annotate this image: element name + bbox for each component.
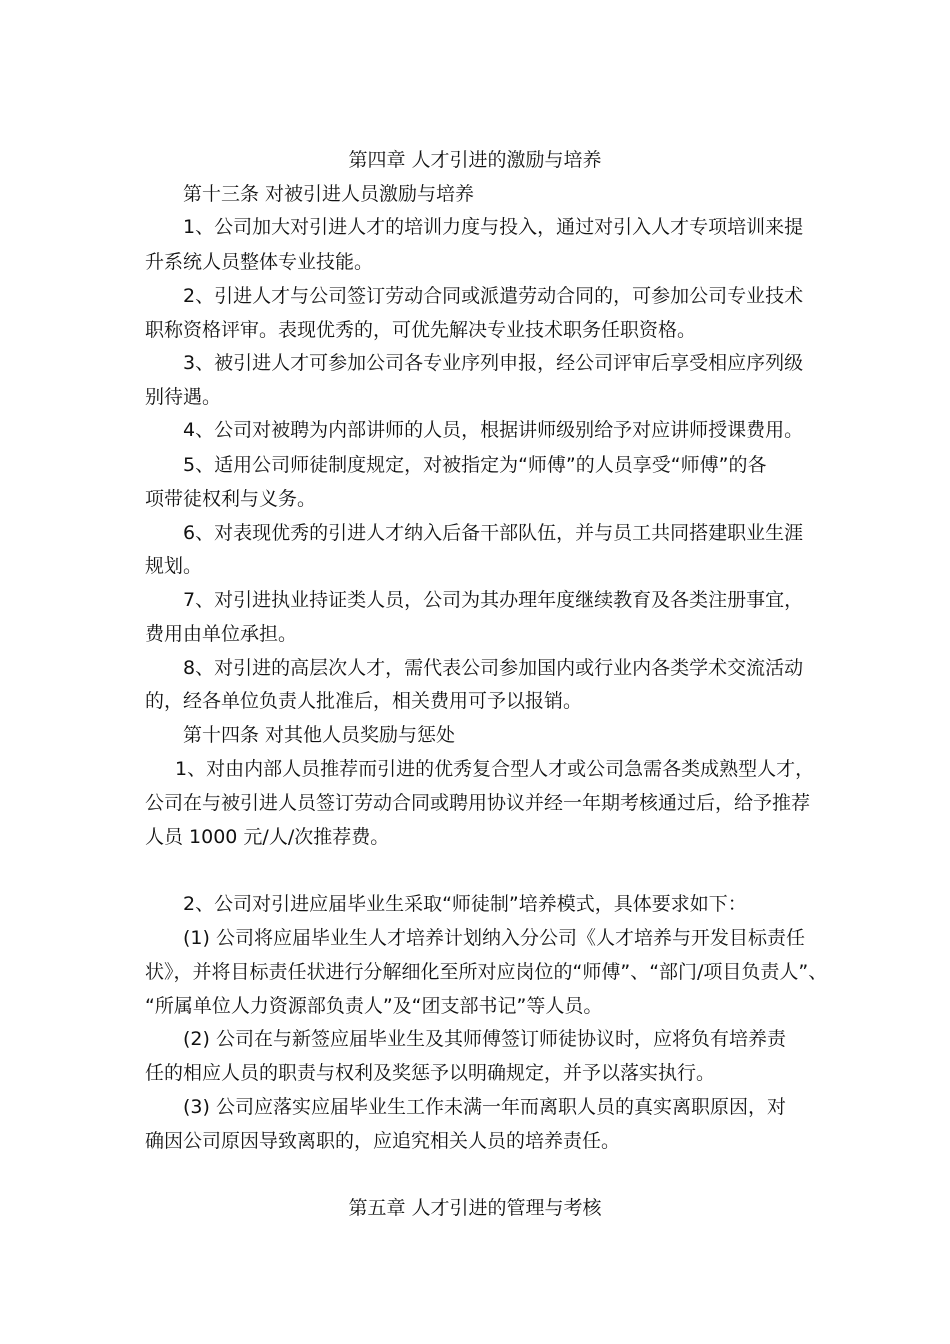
a13-item1-line1: 1、公司加大对引进人才的培训力度与投入，通过对引入人才专项培训来提 [183, 216, 804, 238]
a14-item1-line2: 公司在与被引进人员签订劳动合同或聘用协议并经一年期考核通过后，给予推荐 [145, 792, 811, 814]
a13-item1-line2: 升系统人员整体专业技能。 [145, 251, 374, 273]
chapter-4-heading: 第四章 人才引进的激励与培养 [348, 149, 602, 171]
a14-sub1-line2: 状》，并将目标责任状进行分解细化至所对应岗位的“师傅”、“部门/项目负责人”、 [145, 961, 828, 983]
a14-sub2-line1: (2) 公司在与新签应届毕业生及其师傅签订师徒协议时，应将负有培养责 [183, 1028, 786, 1050]
a14-sub3-line2: 确因公司原因导致离职的，应追究相关人员的培养责任。 [145, 1130, 621, 1152]
a14-sub1-line3: “所属单位人力资源部负责人”及“团支部书记”等人员。 [145, 995, 603, 1017]
a13-item3-line2: 别待遇。 [145, 386, 222, 408]
a14-item1-line3: 人员 1000 元/人/次推荐费。 [145, 826, 390, 848]
a13-item3-line1: 3、被引进人才可参加公司各专业序列申报，经公司评审后享受相应序列级 [183, 352, 804, 374]
a13-item5-line1: 5、适用公司师徒制度规定，对被指定为“师傅”的人员享受“师傅”的各 [183, 454, 767, 476]
a13-item8-line2: 的，经各单位负责人批准后，相关费用可予以报销。 [145, 690, 583, 712]
a14-sub1-line1: (1) 公司将应届毕业生人才培养计划纳入分公司《人才培养与开发目标责任 [183, 927, 805, 949]
a13-item6-line2: 规划。 [145, 555, 203, 577]
a14-item2-line1: 2、公司对引进应届毕业生采取“师徒制”培养模式，具体要求如下： [183, 893, 747, 915]
a14-sub3-line1: (3) 公司应落实应届毕业生工作未满一年而离职人员的真实离职原因，对 [183, 1096, 786, 1118]
a13-item8-line1: 8、对引进的高层次人才，需代表公司参加国内或行业内各类学术交流活动 [183, 657, 804, 679]
a13-item6-line1: 6、对表现优秀的引进人才纳入后备干部队伍，并与员工共同搭建职业生涯 [183, 522, 804, 544]
a13-item5-line2: 项带徒权利与义务。 [145, 488, 317, 510]
article-13-heading: 第十三条 对被引进人员激励与培养 [183, 183, 475, 205]
a14-item1-line1: 1、对由内部人员推荐而引进的优秀复合型人才或公司急需各类成熟型人才， [175, 758, 815, 780]
a13-item4-line1: 4、公司对被聘为内部讲师的人员，根据讲师级别给予对应讲师授课费用。 [183, 419, 804, 441]
a13-item2-line1: 2、引进人才与公司签订劳动合同或派遣劳动合同的，可参加公司专业技术 [183, 285, 804, 307]
a13-item7-line1: 7、对引进执业持证类人员，公司为其办理年度继续教育及各类注册事宜， [183, 589, 804, 611]
chapter-5-heading: 第五章 人才引进的管理与考核 [348, 1197, 602, 1219]
a13-item7-line2: 费用由单位承担。 [145, 623, 298, 645]
a14-sub2-line2: 任的相应人员的职责与权利及奖惩予以明确规定，并予以落实执行。 [145, 1062, 716, 1084]
a13-item2-line2: 职称资格评审。表现优秀的，可优先解决专业技术职务任职资格。 [145, 319, 697, 341]
article-14-heading: 第十四条 对其他人员奖励与惩处 [183, 724, 456, 746]
